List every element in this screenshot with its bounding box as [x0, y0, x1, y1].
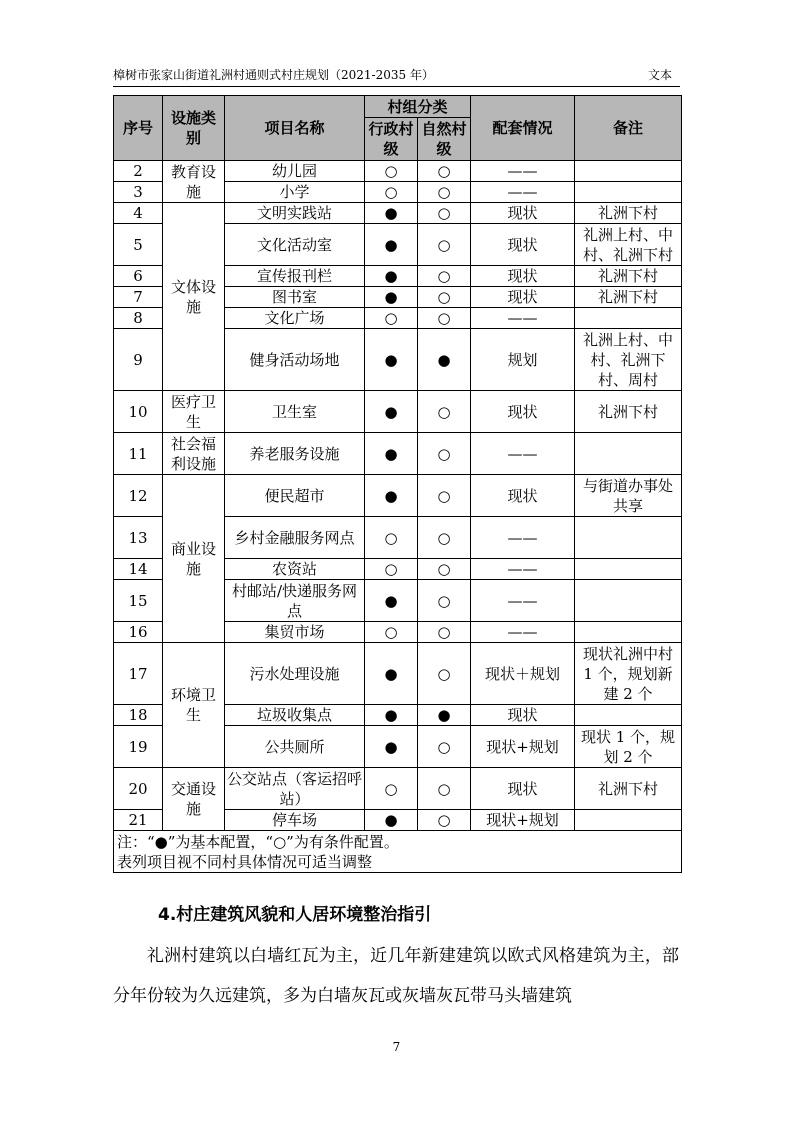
row-status: —— — [471, 622, 575, 643]
row-seq: 18 — [114, 705, 163, 726]
row-status: 现状＋规划 — [471, 643, 575, 705]
row-name: 村邮站/快递服务网点 — [225, 580, 365, 622]
row-name: 文化活动室 — [225, 224, 365, 266]
header-status: 配套情况 — [471, 96, 575, 161]
row-name: 小学 — [225, 182, 365, 203]
row-remark: 礼洲上村、中村、礼洲下村、周村 — [575, 329, 682, 391]
row-natural: ● — [418, 329, 471, 391]
row-remark — [575, 161, 682, 182]
row-name: 宣传报刊栏 — [225, 266, 365, 287]
row-remark — [575, 580, 682, 622]
table-row — [114, 161, 682, 182]
running-header — [113, 66, 680, 84]
row-remark: 礼洲上村、中村、礼洲下村 — [575, 224, 682, 266]
row-status: 现状 — [471, 768, 575, 810]
row-natural: ○ — [418, 391, 471, 433]
category-cell: 教育设施 — [163, 161, 225, 203]
row-remark — [575, 622, 682, 643]
row-admin: ● — [365, 705, 418, 726]
row-admin: ○ — [365, 161, 418, 182]
row-admin: ○ — [365, 517, 418, 559]
row-status: 现状 — [471, 203, 575, 224]
row-natural: ○ — [418, 726, 471, 768]
row-remark: 与街道办事处共享 — [575, 475, 682, 517]
row-status: 现状+规划 — [471, 810, 575, 831]
header-natural: 自然村级 — [418, 118, 471, 161]
row-status: —— — [471, 559, 575, 580]
row-name: 幼儿园 — [225, 161, 365, 182]
row-remark — [575, 517, 682, 559]
row-natural: ○ — [418, 643, 471, 705]
table-note — [114, 831, 682, 873]
row-name: 卫生室 — [225, 391, 365, 433]
category-cell: 医疗卫生 — [163, 391, 225, 433]
document-type: 文本 — [647, 68, 672, 82]
header-seq: 序号 — [114, 96, 163, 161]
row-admin: ● — [365, 203, 418, 224]
row-admin: ○ — [365, 622, 418, 643]
row-remark: 礼洲下村 — [575, 391, 682, 433]
row-natural: ○ — [418, 433, 471, 475]
row-remark: 礼洲下村 — [575, 768, 682, 810]
category-cell: 交通设施 — [163, 768, 225, 831]
row-remark — [575, 182, 682, 203]
row-natural: ○ — [418, 287, 471, 308]
row-status: 现状 — [471, 266, 575, 287]
row-admin: ○ — [365, 559, 418, 580]
row-admin: ● — [365, 287, 418, 308]
row-natural: ○ — [418, 203, 471, 224]
row-seq: 4 — [114, 203, 163, 224]
row-natural: ○ — [418, 475, 471, 517]
row-natural: ○ — [418, 308, 471, 329]
row-remark — [575, 308, 682, 329]
document-title: 樟树市张家山街道礼洲村通则式村庄规划（2021-2035 年） — [113, 68, 434, 82]
row-natural: ○ — [418, 622, 471, 643]
row-natural: ○ — [418, 810, 471, 831]
row-seq: 21 — [114, 810, 163, 831]
header-category: 设施类别 — [163, 96, 225, 161]
header-admin: 行政村级 — [365, 118, 418, 161]
header-name: 项目名称 — [225, 96, 365, 161]
row-remark: 礼洲下村 — [575, 203, 682, 224]
category-cell: 社会福利设施 — [163, 433, 225, 475]
row-status: —— — [471, 161, 575, 182]
table-row — [114, 433, 682, 475]
row-seq: 9 — [114, 329, 163, 391]
note-line-2: 表列项目视不同村具体情况可适当调整 — [117, 852, 373, 871]
table-note-row — [114, 831, 682, 873]
row-name: 文明实践站 — [225, 203, 365, 224]
row-seq: 8 — [114, 308, 163, 329]
row-natural: ○ — [418, 517, 471, 559]
row-admin: ○ — [365, 308, 418, 329]
row-admin: ● — [365, 643, 418, 705]
row-name: 垃圾收集点 — [225, 705, 365, 726]
row-remark — [575, 810, 682, 831]
row-seq: 3 — [114, 182, 163, 203]
row-admin: ○ — [365, 768, 418, 810]
row-natural: ○ — [418, 580, 471, 622]
page-number: 7 — [392, 1040, 401, 1054]
facility-table — [113, 95, 682, 873]
row-seq: 10 — [114, 391, 163, 433]
row-remark: 礼洲下村 — [575, 287, 682, 308]
table-row — [114, 643, 682, 705]
row-seq: 15 — [114, 580, 163, 622]
row-natural: ● — [418, 705, 471, 726]
row-name: 养老服务设施 — [225, 433, 365, 475]
row-status: 现状 — [471, 287, 575, 308]
table-row — [114, 768, 682, 810]
row-name: 文化广场 — [225, 308, 365, 329]
row-status: —— — [471, 433, 575, 475]
row-seq: 16 — [114, 622, 163, 643]
row-name: 农资站 — [225, 559, 365, 580]
row-name: 污水处理设施 — [225, 643, 365, 705]
row-status: 现状 — [471, 224, 575, 266]
row-seq: 13 — [114, 517, 163, 559]
row-admin: ● — [365, 580, 418, 622]
row-admin: ● — [365, 433, 418, 475]
header-rule — [113, 86, 680, 87]
table-row — [114, 203, 682, 224]
row-seq: 6 — [114, 266, 163, 287]
row-seq: 2 — [114, 161, 163, 182]
row-seq: 5 — [114, 224, 163, 266]
row-seq: 7 — [114, 287, 163, 308]
header-group: 村组分类 — [365, 96, 471, 118]
category-cell: 商业设施 — [163, 475, 225, 643]
row-name: 集贸市场 — [225, 622, 365, 643]
category-cell: 文体设施 — [163, 203, 225, 391]
row-seq: 12 — [114, 475, 163, 517]
row-admin: ● — [365, 224, 418, 266]
table-row — [114, 475, 682, 517]
note-line-1: 注：“●”为基本配置，“○”为有条件配置。 — [117, 832, 399, 851]
row-admin: ● — [365, 726, 418, 768]
row-admin: ○ — [365, 182, 418, 203]
row-name: 便民超市 — [225, 475, 365, 517]
row-remark — [575, 559, 682, 580]
row-remark — [575, 705, 682, 726]
row-remark: 礼洲下村 — [575, 266, 682, 287]
row-remark: 现状 1 个，规划 2 个 — [575, 726, 682, 768]
row-seq: 17 — [114, 643, 163, 705]
row-natural: ○ — [418, 161, 471, 182]
row-status: 现状+规划 — [471, 726, 575, 768]
row-admin: ● — [365, 810, 418, 831]
row-status: 现状 — [471, 391, 575, 433]
category-cell: 环境卫生 — [163, 643, 225, 768]
row-remark: 现状礼洲中村 1 个，规划新建 2 个 — [575, 643, 682, 705]
row-seq: 19 — [114, 726, 163, 768]
row-status: 现状 — [471, 475, 575, 517]
row-natural: ○ — [418, 224, 471, 266]
section-title: 4.村庄建筑风貌和人居环境整治指引 — [158, 905, 432, 925]
row-name: 乡村金融服务网点 — [225, 517, 365, 559]
row-name: 停车场 — [225, 810, 365, 831]
row-admin: ● — [365, 391, 418, 433]
row-admin: ● — [365, 266, 418, 287]
row-seq: 20 — [114, 768, 163, 810]
row-status: —— — [471, 580, 575, 622]
row-natural: ○ — [418, 768, 471, 810]
row-seq: 14 — [114, 559, 163, 580]
row-name: 图书室 — [225, 287, 365, 308]
body-paragraph: 礼洲村建筑以白墙红瓦为主，近几年新建建筑以欧式风格建筑为主，部分年份较为久远建筑，多为白墙灰瓦或灰墙灰瓦带马头墙建筑 — [113, 946, 679, 1006]
row-status: —— — [471, 182, 575, 203]
row-status: —— — [471, 308, 575, 329]
row-seq: 11 — [114, 433, 163, 475]
row-remark — [575, 433, 682, 475]
row-natural: ○ — [418, 266, 471, 287]
row-name: 公共厕所 — [225, 726, 365, 768]
row-status: 规划 — [471, 329, 575, 391]
row-status: 现状 — [471, 705, 575, 726]
row-status: —— — [471, 517, 575, 559]
row-admin: ● — [365, 329, 418, 391]
row-admin: ● — [365, 475, 418, 517]
row-natural: ○ — [418, 559, 471, 580]
row-natural: ○ — [418, 182, 471, 203]
header-remark: 备注 — [575, 96, 682, 161]
table-row — [114, 391, 682, 433]
row-name: 公交站点（客运招呼站） — [225, 768, 365, 810]
row-name: 健身活动场地 — [225, 329, 365, 391]
